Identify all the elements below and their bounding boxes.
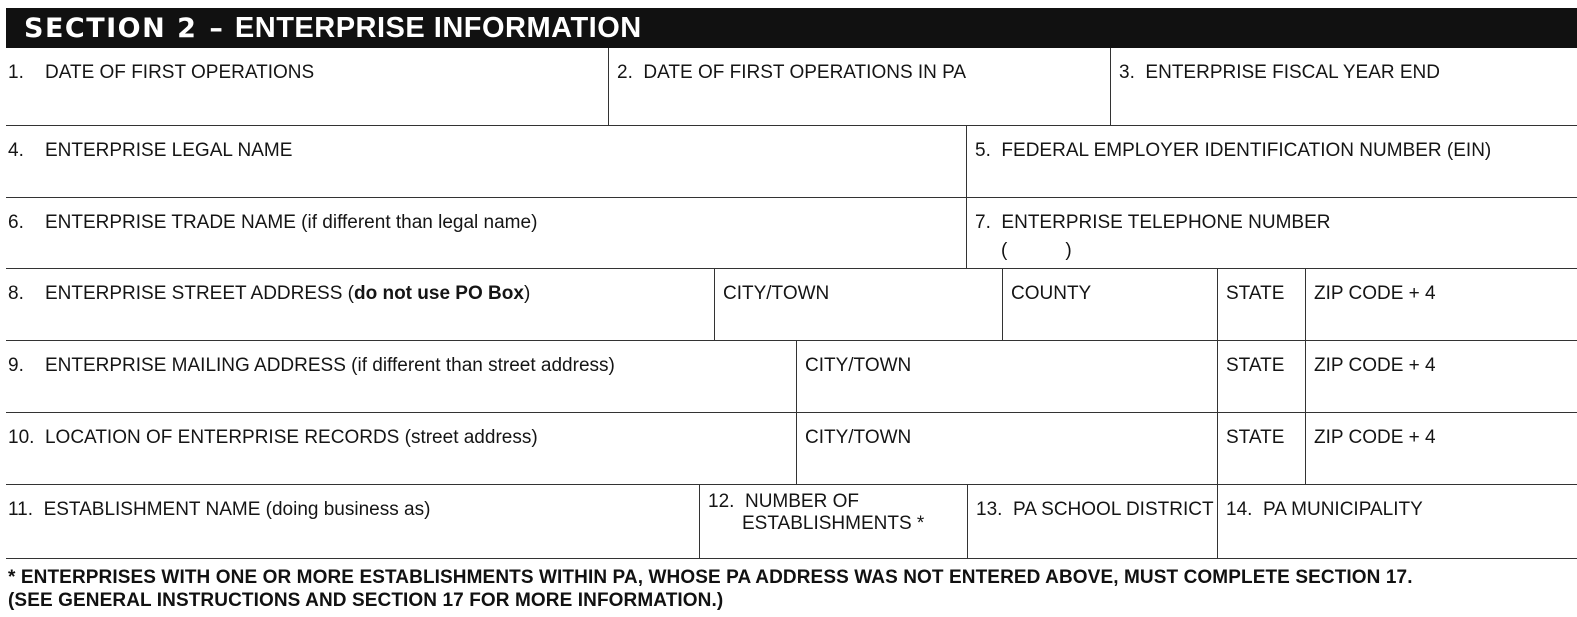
field-label: STATE	[1226, 355, 1285, 376]
trade-name-field[interactable]	[6, 198, 966, 268]
date-first-operations-pa-field[interactable]	[608, 48, 1110, 125]
records-zip-field[interactable]	[1305, 413, 1577, 484]
field-label: 2. DATE OF FIRST OPERATIONS IN PA	[617, 62, 967, 83]
records-state-field[interactable]	[1217, 413, 1305, 484]
number-of-establishments-field[interactable]	[699, 485, 967, 558]
area-code-parentheses: ( )	[1001, 240, 1072, 261]
field-label: CITY/TOWN	[805, 355, 912, 376]
footnote-line-1: * ENTERPRISES WITH ONE OR MORE ESTABLISHMENTS WITHIN PA, WHOSE PA ADDRESS WAS NOT ENTERED ABOVE, MUST COMPLETE SECTION 17.	[8, 567, 1413, 588]
form-row-2	[6, 126, 1577, 198]
street-address-field[interactable]	[6, 269, 714, 340]
street-city-field[interactable]	[714, 269, 1002, 340]
field-label: 10. LOCATION OF ENTERPRISE RECORDS (street address)	[8, 427, 538, 448]
ein-field[interactable]	[966, 126, 1577, 197]
field-label: ZIP CODE + 4	[1314, 283, 1436, 304]
field-label: 3. ENTERPRISE FISCAL YEAR END	[1119, 62, 1440, 83]
section-number: SECTION 2	[24, 12, 198, 44]
section-header	[6, 8, 1577, 48]
field-label: COUNTY	[1011, 283, 1092, 304]
field-label: 6. ENTERPRISE TRADE NAME (if different than legal name)	[8, 212, 538, 233]
mailing-address-field[interactable]	[6, 341, 796, 412]
field-label: CITY/TOWN	[723, 283, 830, 304]
form-row-5	[6, 341, 1577, 413]
mailing-state-field[interactable]	[1217, 341, 1305, 412]
section-title: ENTERPRISE INFORMATION	[234, 11, 642, 44]
field-label: 9. ENTERPRISE MAILING ADDRESS (if different than street address)	[8, 355, 615, 376]
field-label: CITY/TOWN	[805, 427, 912, 448]
field-label: 12. NUMBER OF ESTABLISHMENTS *	[708, 491, 925, 534]
field-label: 4. ENTERPRISE LEGAL NAME	[8, 140, 293, 161]
establishment-name-field[interactable]	[6, 485, 699, 558]
field-label: 8. ENTERPRISE STREET ADDRESS (do not use PO Box)	[8, 283, 531, 304]
field-label: STATE	[1226, 283, 1285, 304]
records-city-field[interactable]	[796, 413, 1217, 484]
field-label: 14. PA MUNICIPALITY	[1226, 499, 1423, 520]
field-label: STATE	[1226, 427, 1285, 448]
field-label: 7. ENTERPRISE TELEPHONE NUMBER	[975, 212, 1331, 233]
form-row-3	[6, 198, 1577, 269]
street-zip-field[interactable]	[1305, 269, 1577, 340]
school-district-field[interactable]	[967, 485, 1217, 558]
form-row-7	[6, 485, 1577, 559]
street-state-field[interactable]	[1217, 269, 1305, 340]
records-location-field[interactable]	[6, 413, 796, 484]
form-row-1	[6, 48, 1577, 126]
section-dash: –	[209, 12, 223, 44]
mailing-city-field[interactable]	[796, 341, 1217, 412]
field-label: 5. FEDERAL EMPLOYER IDENTIFICATION NUMBER (EIN)	[975, 140, 1492, 161]
field-label: 1. DATE OF FIRST OPERATIONS	[8, 62, 315, 83]
date-first-operations-field[interactable]	[6, 48, 608, 125]
footnote-line-2: (SEE GENERAL INSTRUCTIONS AND SECTION 17 FOR MORE INFORMATION.)	[8, 590, 724, 611]
field-label: 13. PA SCHOOL DISTRICT	[976, 499, 1214, 520]
street-county-field[interactable]	[1002, 269, 1217, 340]
field-label: ZIP CODE + 4	[1314, 427, 1436, 448]
form-row-6	[6, 413, 1577, 485]
mailing-zip-field[interactable]	[1305, 341, 1577, 412]
form-row-4	[6, 269, 1577, 341]
municipality-field[interactable]	[1217, 485, 1577, 558]
telephone-field[interactable]	[966, 198, 1577, 268]
legal-name-field[interactable]	[6, 126, 966, 197]
footnote	[8, 566, 1573, 612]
fiscal-year-end-field[interactable]	[1110, 48, 1577, 125]
field-label: 11. ESTABLISHMENT NAME (doing business as)	[8, 499, 431, 520]
field-label: ZIP CODE + 4	[1314, 355, 1436, 376]
